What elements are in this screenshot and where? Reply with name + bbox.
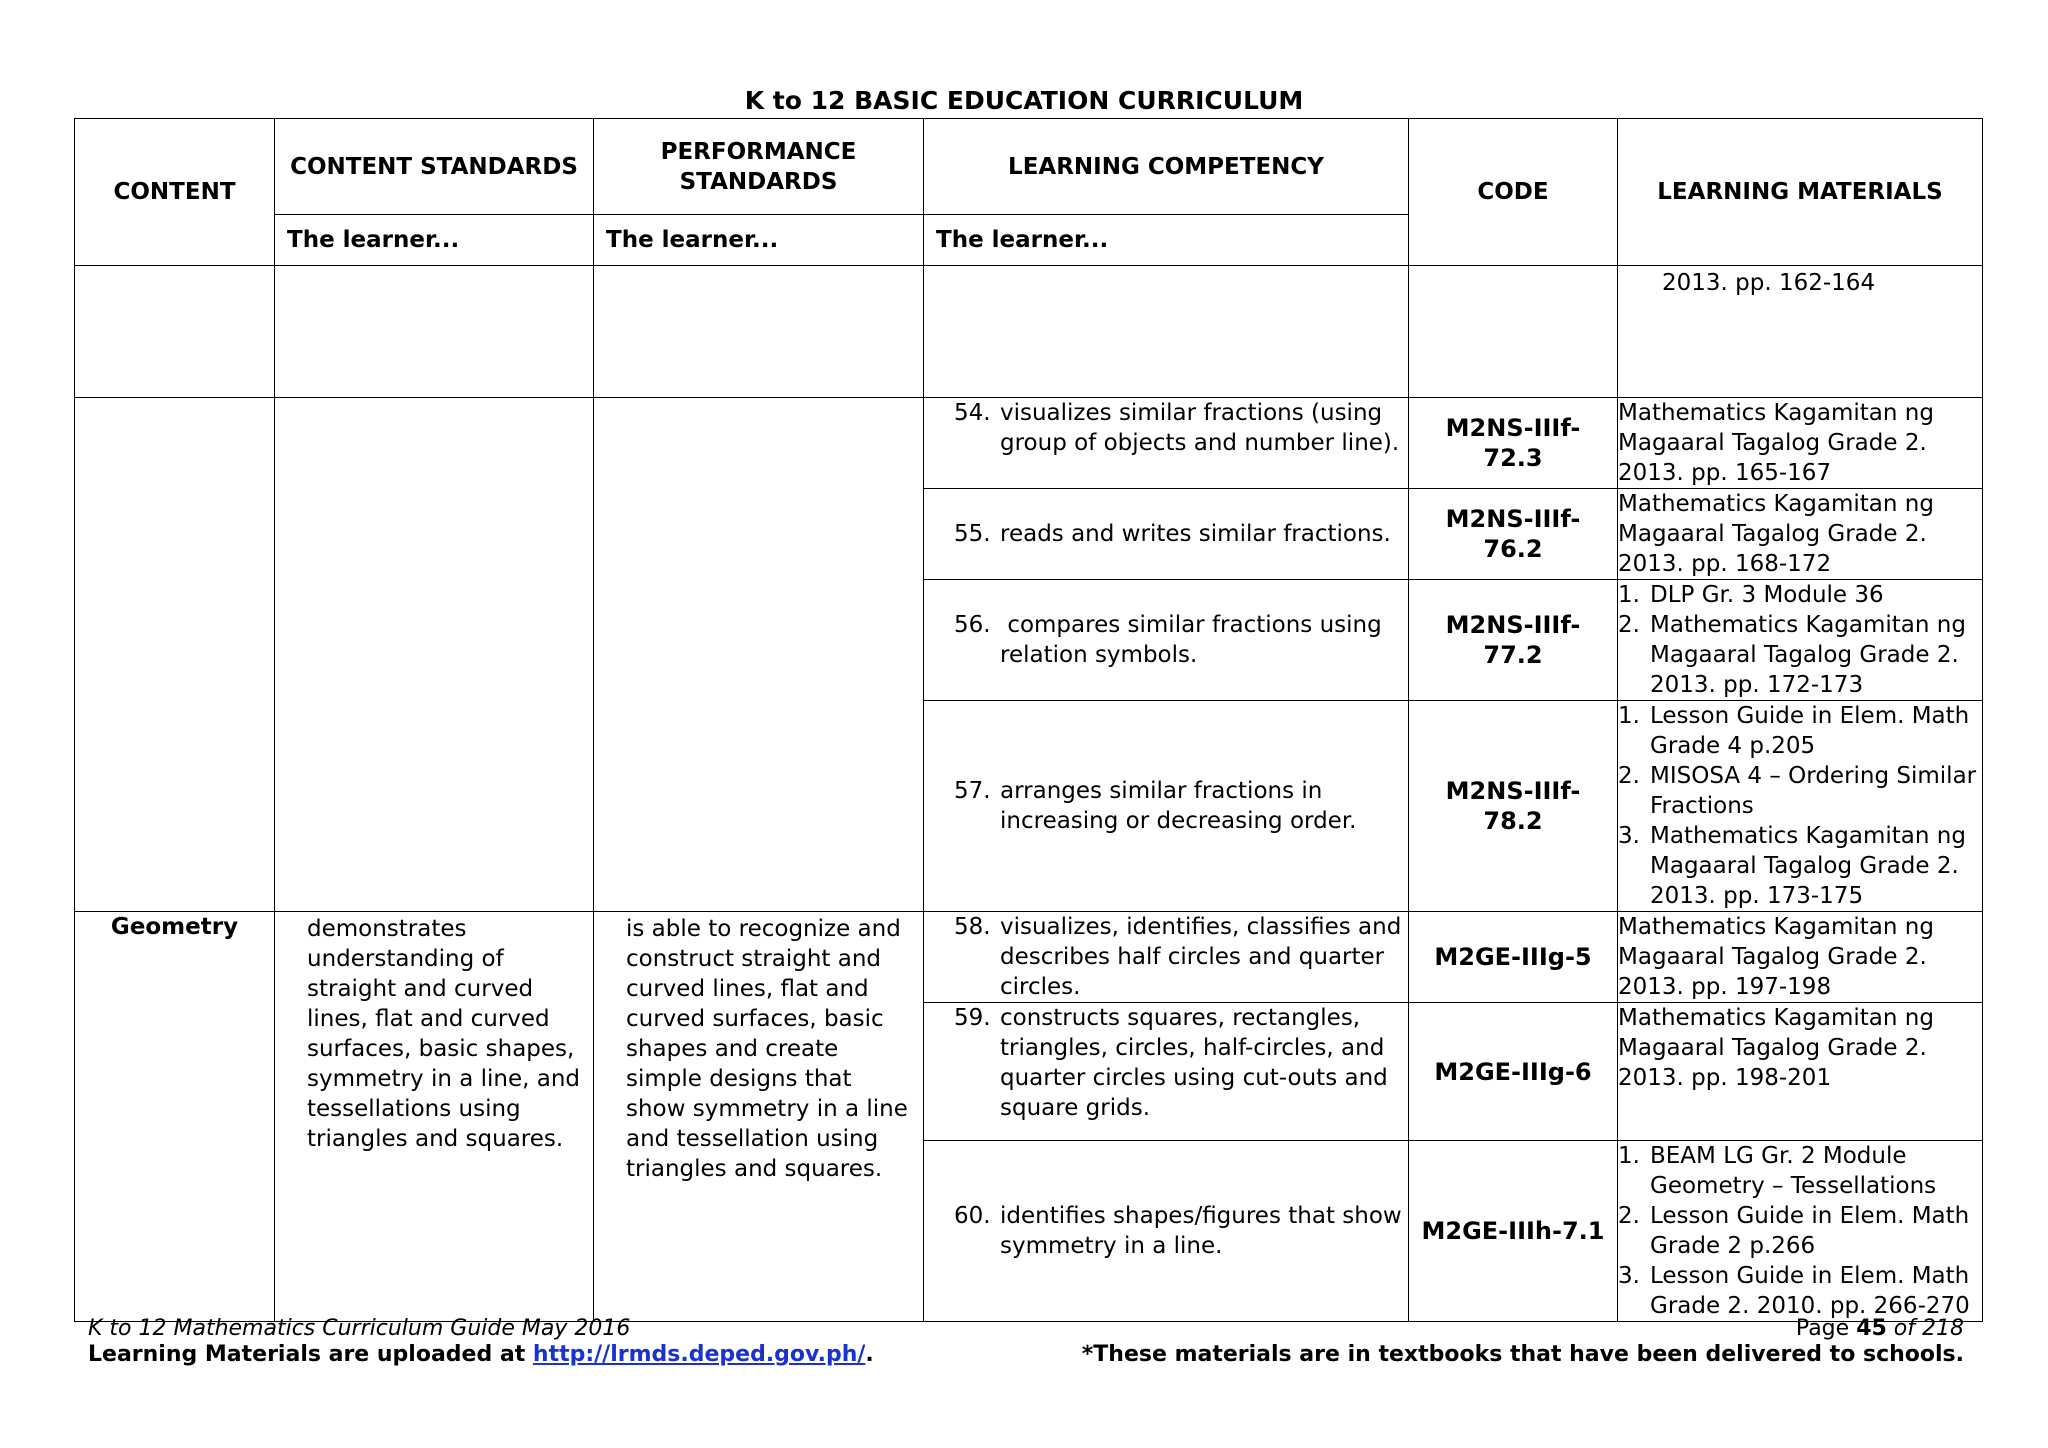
material-item: 2. Lesson Guide in Elem. Math Grade 2 p.266 [1618,1203,1970,1259]
competency-code: M2NS-IIIf-76.2 [1445,505,1581,563]
competency-code: M2GE-IIIg-5 [1434,943,1592,971]
footer-right [1082,1316,1964,1368]
table-row [75,912,1983,1003]
materials-cell [1618,1141,1983,1322]
header-content: CONTENT [75,119,275,266]
competency-cell [924,701,1409,912]
table-row-continued [75,266,1983,398]
competency-cell [924,1141,1409,1322]
code-cell [1409,701,1618,912]
competency-code: M2GE-IIIg-6 [1434,1057,1592,1086]
content-geometry: Geometry [75,912,275,1322]
competency-cell [924,398,1409,489]
header-performance-standards: PERFORMANCE STANDARDS [594,119,924,215]
material-item: 1. BEAM LG Gr. 2 Module Geometry – Tessellations [1618,1143,1937,1199]
footer-upload-line [88,1342,874,1368]
code-cell [1409,489,1618,580]
competency-number: 57. [954,778,991,804]
code-cell [1409,1141,1618,1322]
header-learning-materials: LEARNING MATERIALS [1618,119,1983,266]
competency-text: constructs squares, rectangles, triangles, circles, half-circles, and quarter circles using cut-outs and square grids. [1000,1005,1388,1121]
curriculum-table [74,118,1983,1322]
footer-upload-prefix: Learning Materials are uploaded at [88,1342,533,1367]
header-content-standards: CONTENT STANDARDS [275,119,594,215]
competency-text: arranges similar fractions in increasing or decreasing order. [1000,778,1357,834]
material-item: 1. DLP Gr. 3 Module 36 [1618,582,1884,608]
empty-cell [594,266,924,398]
material-text: Mathematics Kagamitan ng Magaaral Tagalog Grade 2. 2013. pp. 198-201 [1618,1005,1934,1091]
material-item: 3. Mathematics Kagamitan ng Magaaral Tagalog Grade 2. 2013. pp. 173-175 [1618,823,1966,909]
subheader-performance-standards: The learner... [594,215,924,266]
competency-text: compares similar fractions using relation symbols. [1000,612,1390,668]
competency-text: visualizes, identifies, classifies and describes half circles and quarter circles. [1000,914,1402,1000]
header-learning-competency: LEARNING COMPETENCY [924,119,1409,215]
materials-list [1618,701,1982,911]
competency-cell [924,580,1409,701]
competency-text: identifies shapes/figures that show symmetry in a line. [1000,1203,1402,1259]
page-prefix: Page [1795,1316,1857,1341]
competency-text: reads and writes similar fractions. [1000,521,1391,547]
performance-standard-cell [594,912,924,1322]
code-cell [1409,1003,1618,1141]
empty-cell [275,398,594,912]
competency-code: M2NS-IIIf-77.2 [1445,611,1581,669]
code-cell [1409,398,1618,489]
empty-cell [75,266,275,398]
empty-cell [924,266,1409,398]
code-cell [1409,580,1618,701]
materials-list [1618,1141,1982,1321]
materials-cell [1618,398,1983,489]
footer-guide-title: K to 12 Mathematics Curriculum Guide May 2016 [88,1316,631,1341]
material-item: 2. MISOSA 4 – Ordering Similar Fractions [1618,763,1977,819]
competency-number: 56. [954,612,991,638]
competency-number: 60. [954,1203,991,1229]
footer-note: *These materials are in textbooks that have been delivered to schools. [1081,1342,1964,1367]
competency-number: 58. [954,914,991,940]
page-total: of 218 [1886,1316,1964,1341]
competency-number: 54. [954,400,991,426]
materials-list [1618,580,1982,700]
competency-cell [924,1003,1409,1141]
material-text: Mathematics Kagamitan ng Magaaral Tagalog Grade 2. 2013. pp. 168-172 [1618,491,1934,577]
empty-cell [1409,266,1618,398]
footer-left [88,1316,874,1368]
content-standard-cell [275,912,594,1322]
competency-number: 55. [954,521,991,547]
materials-cell [1618,1003,1983,1141]
header-code: CODE [1409,119,1618,266]
empty-cell [275,266,594,398]
subheader-learning-competency: The learner... [924,215,1409,266]
performance-standard-text: is able to recognize and construct straight and curved lines, flat and curved surfaces, basic shapes and create simple designs that show symmetry in a line and tessellation using triangles and squares. [626,916,908,1182]
header-row [75,119,1983,215]
competency-code: M2GE-IIIh-7.1 [1421,1217,1605,1245]
competency-number: 59. [954,1005,991,1031]
material-text: Mathematics Kagamitan ng Magaaral Tagalog Grade 2. 2013. pp. 165-167 [1618,400,1934,486]
materials-cell [1618,701,1983,912]
subheader-content-standards: The learner... [275,215,594,266]
code-cell [1409,912,1618,1003]
material-text: Mathematics Kagamitan ng Magaaral Tagalog Grade 2. 2013. pp. 197-198 [1618,914,1934,1000]
table-row [75,398,1983,489]
document-title: K to 12 BASIC EDUCATION CURRICULUM [744,86,1304,115]
content-standard-text: demonstrates understanding of straight and curved lines, flat and curved surfaces, basic shapes, symmetry in a line, and tessellations using triangles and squares. [307,916,581,1152]
material-item: 3. Lesson Guide in Elem. Math Grade 2. 2010. pp. 266-270 [1618,1263,1970,1319]
materials-cell [1618,489,1983,580]
page-number: 45 [1856,1316,1887,1341]
page-indicator [1082,1316,1964,1342]
materials-cell [1618,580,1983,701]
materials-cell [1618,912,1983,1003]
material-item: 1. Lesson Guide in Elem. Math Grade 4 p.205 [1618,703,1970,759]
material-item: 2. Mathematics Kagamitan ng Magaaral Tagalog Grade 2. 2013. pp. 172-173 [1618,612,1966,698]
empty-cell [75,398,275,912]
competency-code: M2NS-IIIf-72.3 [1445,414,1581,472]
competency-cell [924,912,1409,1003]
competency-text: visualizes similar fractions (using group of objects and number line). [1000,400,1400,456]
competency-cell [924,489,1409,580]
competency-code: M2NS-IIIf-78.2 [1445,777,1581,835]
footer-upload-suffix: . [865,1342,874,1367]
lrmds-link[interactable]: http://lrmds.deped.gov.ph/ [532,1342,866,1367]
materials-continued: 2013. pp. 162-164 [1618,266,1983,398]
empty-cell [594,398,924,912]
